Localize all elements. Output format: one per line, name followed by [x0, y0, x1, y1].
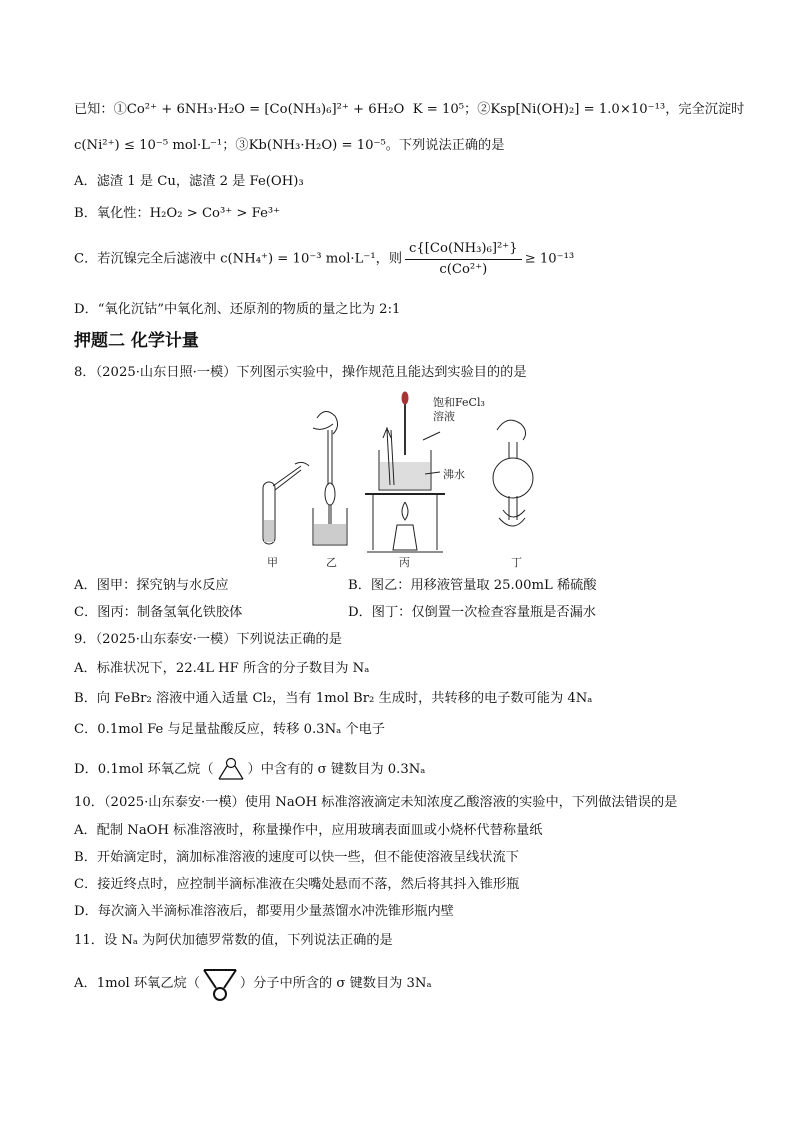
q11-option-a-text: A．1mol 环氧乙烷（: [74, 976, 200, 991]
q7-r1-k: K = 10⁵: [412, 102, 465, 117]
fraction-numerator: c{[Co(NH₃)₆]²⁺}: [405, 240, 522, 260]
q9-option-d-text: D．0.1mol 环氧乙烷（: [74, 762, 214, 777]
q11-stem: 11．设 Nₐ 为阿伏加德罗常数的值，下列说法正确的是: [74, 933, 393, 948]
fraction-denominator: c(Co²⁺): [439, 262, 488, 277]
figure-label-boiling-water: 沸水: [443, 468, 465, 481]
q10-option-d: D．每次滴入半滴标准溶液后，都要用少量蒸馏水冲洗锥形瓶内壁: [74, 904, 454, 919]
volumetric-flask-icon: [493, 420, 533, 526]
figure-label-jia: 甲: [267, 556, 278, 569]
q9-option-b: B．向 FeBr₂ 溶液中通入适量 Cl₂，当有 1mol Br₂ 生成时，共转移的电子数可能为 4Nₐ: [74, 691, 593, 706]
q7-ni-condition: c(Ni²⁺) ≤ 10⁻⁵ mol·L⁻¹: [74, 138, 223, 153]
section-title: 押题二 化学计量: [74, 331, 199, 351]
q10-option-b: B．开始滴定时，滴加标准溶液的速度可以快一些，但不能使溶液呈线状流下: [74, 850, 519, 865]
epoxyethane-inverted-structure-icon: [200, 966, 240, 1002]
q7-option-c-bound: ≥ 10⁻¹³: [524, 251, 575, 267]
q7-r3-equation: Kb(NH₃·H₂O) = 10⁻⁵: [248, 138, 386, 153]
q7-r2-label: ②: [477, 102, 491, 117]
figure-label-yi: 乙: [326, 556, 337, 569]
q8-stem: 8．（2025·山东日照·一模）下列图示实验中，操作规范且能达到实验目的的是: [74, 365, 527, 380]
q10-option-c: C．接近终点时，应控制半滴标准液在尖嘴处悬而不落，然后将其抖入锥形瓶: [74, 877, 520, 892]
q7-known-line2: [74, 137, 504, 155]
q7-r2-equation: Ksp[Ni(OH)₂] = 1.0×10⁻¹³: [490, 102, 666, 117]
q11-option-a: [74, 966, 432, 1002]
q10-option-a: A．配制 NaOH 标准溶液时，称量操作中，应用玻璃表面皿或小烧杯代替称量纸: [74, 823, 543, 838]
q9-option-d: [74, 757, 425, 783]
q10-stem: 10．（2025·山东泰安·一模）使用 NaOH 标准溶液滴定未知浓度乙酸溶液的实验中，下列做法错误的是: [74, 795, 678, 810]
figure-label-fecl3: 饱和FeCl₃: [433, 396, 485, 409]
figure-label-ding: 丁: [511, 556, 522, 569]
figure-label-solution: 溶液: [433, 410, 455, 423]
test-tube-icon: [263, 462, 309, 544]
epoxyethane-structure-icon: [214, 757, 248, 783]
q9-stem: 9．（2025·山东泰安·一模）下列说法正确的是: [74, 632, 342, 647]
q7-option-b: B．氧化性：H₂O₂ > Co³⁺ > Fe³⁺: [74, 206, 281, 221]
q7-option-c-text: C．若沉镍完全后滤液中 c(NH₄⁺) = 10⁻³ mol·L⁻¹，则: [74, 251, 403, 267]
q11-option-a-tail: ）分子中所含的 σ 键数目为 3Nₐ: [239, 976, 432, 991]
q7-option-c: [74, 240, 574, 279]
q7-sep: ；: [464, 102, 478, 117]
q7-known-line1: [74, 101, 744, 119]
q7-option-d: D．“氧化沉钴”中氧化剂、还原剂的物质的量之比为 2:1: [74, 302, 401, 317]
q7-sep2: ；: [222, 138, 236, 153]
q7-known-prefix: 已知：: [74, 102, 114, 117]
pipette-beaker-icon: [313, 411, 347, 545]
q7-option-c-fraction: [405, 240, 522, 279]
q8-option-b: B．图乙：用移液管量取 25.00mL 稀硫酸: [348, 578, 597, 593]
q8-option-c: C．图丙：制备氢氧化铁胶体: [74, 605, 243, 620]
q8-option-a: A．图甲：探究钠与水反应: [74, 578, 229, 593]
q7-option-a: A．滤渣 1 是 Cu，滤渣 2 是 Fe(OH)₃: [74, 174, 304, 189]
q9-option-d-tail: ）中含有的 σ 键数目为 0.3Nₐ: [247, 762, 426, 777]
q8-figure: [255, 390, 545, 570]
q7-question: 。下列说法正确的是: [385, 138, 505, 153]
q7-r1-equation: Co²⁺ + 6NH₃·H₂O = [Co(NH₃)₆]²⁺ + 6H₂O: [126, 102, 405, 117]
lab-apparatus-illustration: [255, 390, 545, 570]
q7-r2-tail: ，完全沉淀时: [665, 102, 745, 117]
q8-option-d: D．图丁：仅倒置一次检查容量瓶是否漏水: [348, 605, 596, 620]
figure-label-bing: 丙: [399, 556, 410, 569]
q7-r1-label: ①: [113, 102, 127, 117]
q9-option-c: C．0.1mol Fe 与足量盐酸反应，转移 0.3Nₐ 个电子: [74, 722, 385, 737]
q7-r3-label: ③: [235, 138, 249, 153]
q9-option-a: A．标准状况下，22.4L HF 所含的分子数目为 Nₐ: [74, 661, 370, 676]
